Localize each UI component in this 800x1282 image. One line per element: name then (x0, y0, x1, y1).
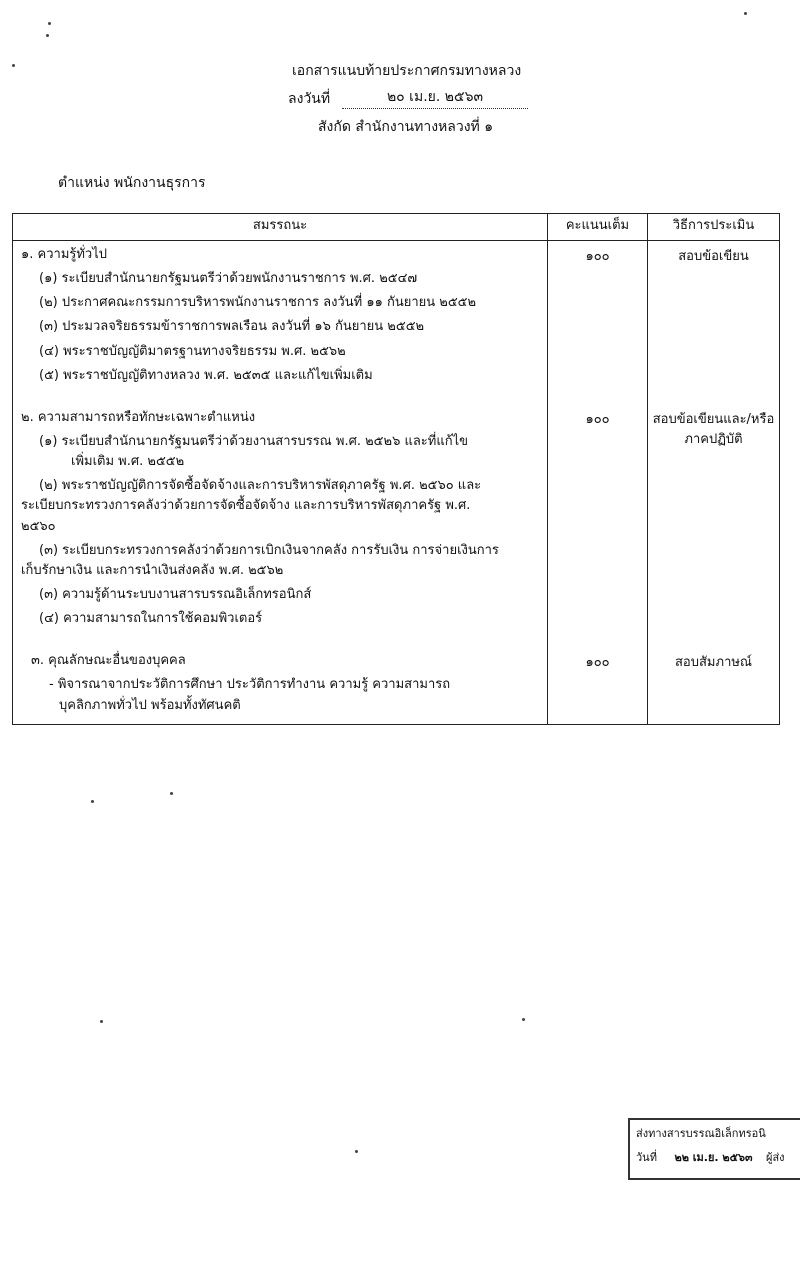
list-item: (๓) ความรู้ด้านระบบงานสารบรรณอิเล็กทรอนิกส์ (39, 586, 312, 602)
list-item-continuation: เก็บรักษาเงิน และการนำเงินส่งคลัง พ.ศ. ๒๕๖๒ (21, 562, 284, 578)
method-cell: สอบข้อเขียน (648, 241, 780, 404)
section-title: ๒. ความสามารถหรือทักษะเฉพาะตำแหน่ง (21, 409, 256, 425)
competency-cell (13, 647, 548, 724)
list-item-continuation: บุคลิกภาพทั่วไป พร้อมทั้งทัศนคติ (59, 697, 241, 713)
column-header-full-score: คะแนนเต็ม (548, 214, 648, 241)
stamp-line-1: ส่งทางสารบรรณอิเล็กทรอนิ (636, 1127, 766, 1140)
column-header-competency: สมรรถนะ (13, 214, 548, 241)
scan-speck (100, 1020, 103, 1023)
header-date-value: ๒๐ เม.ย. ๒๕๖๓ (342, 86, 528, 109)
list-item-continuation: ๒๕๖๐ (21, 518, 56, 534)
table-row (13, 241, 780, 404)
list-item: (๓) ประมวลจริยธรรมข้าราชการพลเรือน ลงวันที่ ๑๖ กันยายน ๒๕๕๒ (39, 319, 425, 335)
score-cell: ๑๐๐ (548, 404, 648, 647)
list-item: (๔) พระราชบัญญัติมาตรฐานทางจริยธรรม พ.ศ. ๒๕๖๒ (39, 343, 346, 359)
list-item-continuation: ระเบียบกระทรวงการคลังว่าด้วยการจัดซื้อจัดจ้าง และการบริหารพัสดุภาครัฐ พ.ศ. (21, 498, 471, 514)
list-item: (๑) ระเบียบสำนักนายกรัฐมนตรีว่าด้วยงานสารบรรณ พ.ศ. ๒๕๒๖ และที่แก้ไข (39, 433, 469, 449)
scan-speck (170, 792, 173, 795)
score-cell: ๑๐๐ (548, 647, 648, 724)
score-cell: ๑๐๐ (548, 241, 648, 404)
method-cell: สอบสัมภาษณ์ (648, 647, 780, 724)
table-row (13, 404, 780, 647)
list-item: (๑) ระเบียบสำนักนายกรัฐมนตรีว่าด้วยพนักงานราชการ พ.ศ. ๒๕๔๗ (39, 271, 418, 287)
scan-speck (91, 800, 94, 803)
list-item: (๔) ความสามารถในการใช้คอมพิวเตอร์ (39, 611, 263, 627)
scan-speck (744, 12, 747, 15)
competency-cell (13, 241, 548, 404)
stamp-line-2 (636, 1148, 800, 1166)
list-item: (๓) ระเบียบกระทรวงการคลังว่าด้วยการเบิกเงินจากคลัง การรับเงิน การจ่ายเงินการ (39, 542, 499, 558)
list-item: (๕) พระราชบัญญัติทางหลวง พ.ศ. ๒๕๓๕ และแก้ไขเพิ่มเติม (39, 367, 373, 383)
header-affiliation: สังกัด สำนักงานทางหลวงที่ ๑ (318, 119, 494, 135)
scan-speck (46, 34, 49, 37)
table-header-row (13, 214, 780, 241)
competency-cell (13, 404, 548, 647)
header-title: เอกสารแนบท้ายประกาศกรมทางหลวง (292, 63, 522, 79)
list-item: (๒) พระราชบัญญัติการจัดซื้อจัดจ้างและการบริหารพัสดุภาครัฐ พ.ศ. ๒๕๖๐ และ (39, 478, 482, 494)
scan-speck (522, 1018, 525, 1021)
table-row (13, 647, 780, 724)
list-item: - พิจารณาจากประวัติการศึกษา ประวัติการทำงาน ความรู้ ความสามารถ (49, 677, 451, 693)
stamp-sender-label: ผู้ส่ง (766, 1151, 785, 1164)
scan-speck (48, 22, 51, 25)
competency-table (12, 213, 780, 725)
method-cell: สอบข้อเขียนและ/หรือภาคปฏิบัติ (648, 404, 780, 647)
section-title: ๑. ความรู้ทั่วไป (21, 247, 108, 262)
scan-speck (355, 1150, 358, 1153)
scan-speck (12, 64, 15, 67)
list-item-continuation: เพิ่มเติม พ.ศ. ๒๕๕๒ (71, 454, 185, 470)
column-header-method: วิธีการประเมิน (648, 214, 780, 241)
stamp-date-label: วันที่ (636, 1151, 657, 1164)
position-title: ตำแหน่ง พนักงานธุรการ (58, 175, 206, 191)
list-item: (๒) ประกาศคณะกรรมการบริหารพนักงานราชการ ลงวันที่ ๑๑ กันยายน ๒๕๕๒ (39, 295, 477, 311)
stamp-date-value: ๒๒ เม.ย. ๒๕๖๓ (674, 1151, 753, 1164)
header-date-label: ลงวันที่ (288, 91, 331, 107)
section-title: ๓. คุณลักษณะอื่นของบุคคล (31, 653, 186, 669)
receipt-stamp (628, 1118, 800, 1180)
